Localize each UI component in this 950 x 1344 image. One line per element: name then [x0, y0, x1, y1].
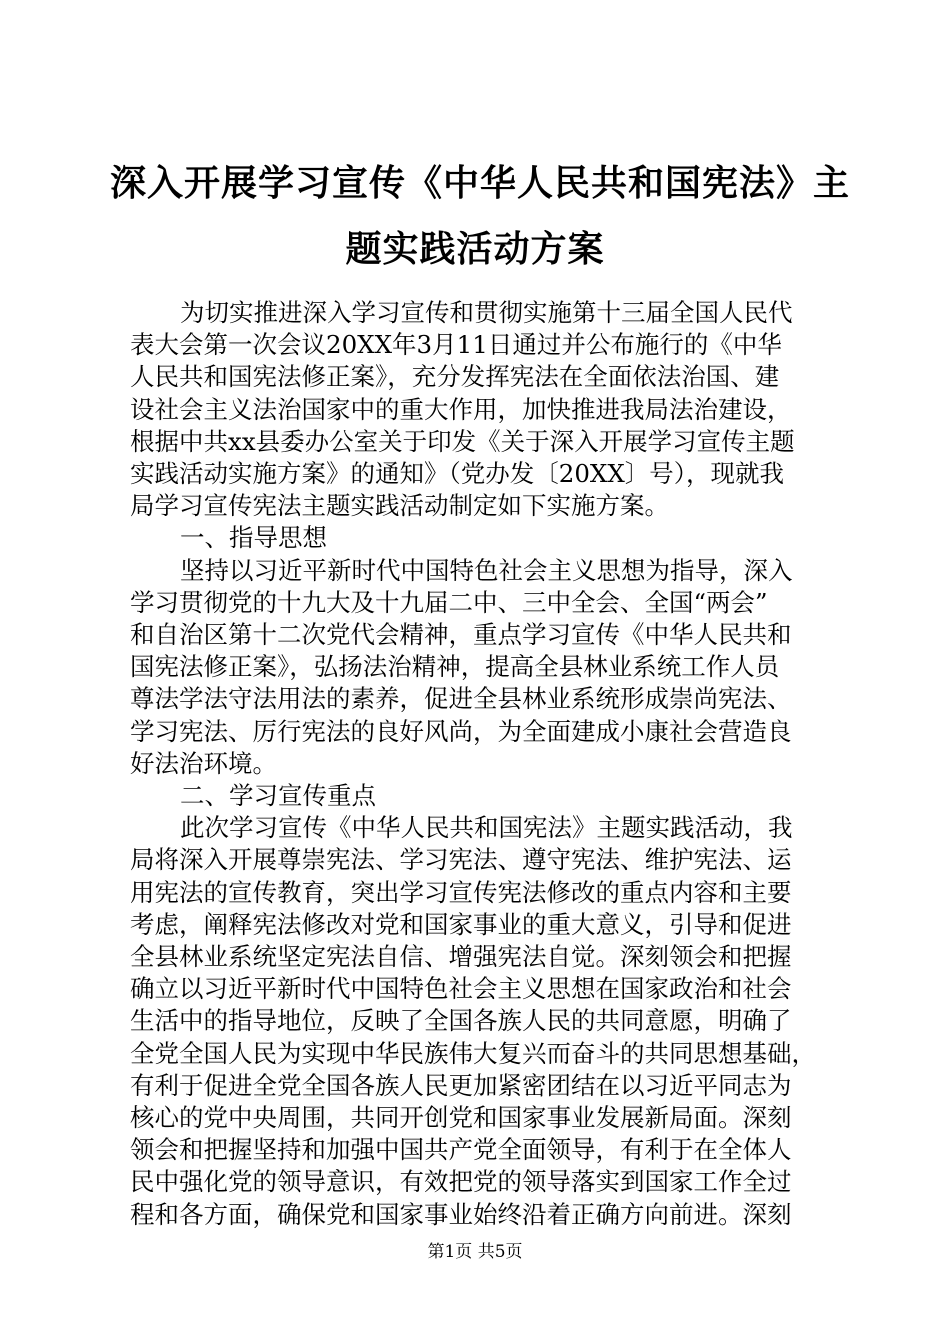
- heading-text: 一、指导思想: [180, 523, 327, 553]
- text-line: 全党全国人民为实现中华民族伟大复兴而奋斗的共同思想基础，: [130, 1038, 816, 1068]
- text-line: 为切实推进深入学习宣传和贯彻实施第十三届全国人民代: [180, 298, 793, 327]
- text-line: 尊法学法守法用法的素养，促进全县林业系统形成崇尚宪法、: [130, 684, 792, 714]
- text-line: 程和各方面，确保党和国家事业始终沿着正确方向前进。深刻: [130, 1199, 792, 1229]
- text-line: 人民共和国宪法修正案》，充分发挥宪法在全面依法治国、建: [130, 362, 780, 392]
- page-number: 第1页 共5页: [427, 1242, 523, 1262]
- text-line: 和自治区第十二次党代会精神，重点学习宣传《中华人民共和: [130, 620, 792, 650]
- paragraph-intro: [130, 297, 830, 522]
- text-line: 学习贯彻党的十九大及十九届二中、三中全会、全国“两会”: [130, 587, 768, 617]
- text-line: 核心的党中央周围，共同开创党和国家事业发展新局面。深刻: [130, 1103, 792, 1133]
- text-line: 根据中共xx县委办公室关于印发《关于深入开展学习宣传主题: [130, 426, 795, 456]
- title-line-1: 深入开展学习宣传《中华人民共和国宪法》主: [110, 162, 851, 204]
- text-line: 实践活动实施方案》的通知》（党办发〔20XX〕号），现就我: [130, 459, 785, 489]
- text-line: 设社会主义法治国家中的重大作用，加快推进我局法治建设，: [130, 394, 792, 424]
- text-line: 确立以习近平新时代中国特色社会主义思想在国家政治和社会: [130, 974, 792, 1004]
- text-line: 用宪法的宣传教育，突出学习宣传宪法修改的重点内容和主要: [130, 877, 792, 907]
- text-line: 民中强化党的领导意识，有效把党的领导落实到国家工作全过: [130, 1167, 792, 1197]
- document-body: [130, 297, 830, 1231]
- page-footer: [0, 1240, 950, 1264]
- text-line: 局学习宣传宪法主题实践活动制定如下实施方案。: [130, 491, 669, 521]
- section-heading-study-focus: [130, 780, 830, 812]
- paragraph-study-focus: [130, 812, 830, 1231]
- paragraph-guiding-ideology: [130, 555, 830, 780]
- document-title: [110, 150, 851, 282]
- text-line: 全县林业系统坚定宪法自信、增强宪法自觉。深刻领会和把握: [130, 942, 792, 972]
- text-line: 学习宪法、厉行宪法的良好风尚，为全面建成小康社会营造良: [130, 716, 792, 746]
- text-line: 坚持以习近平新时代中国特色社会主义思想为指导，深入: [180, 555, 793, 585]
- text-line: 有利于促进全党全国各族人民更加紧密团结在以习近平同志为: [130, 1070, 792, 1100]
- text-line: 领会和把握坚持和加强中国共产党全面领导，有利于在全体人: [130, 1135, 792, 1165]
- text-line: 此次学习宣传《中华人民共和国宪法》主题实践活动，我: [180, 813, 793, 843]
- text-line: 局将深入开展尊崇宪法、学习宪法、遵守宪法、维护宪法、运: [130, 845, 792, 875]
- text-line: 考虑，阐释宪法修改对党和国家事业的重大意义，引导和促进: [130, 909, 792, 939]
- text-line: 好法治环境。: [130, 748, 277, 778]
- text-line: 生活中的指导地位，反映了全国各族人民的共同意愿，明确了: [130, 1006, 792, 1036]
- section-heading-guiding-ideology: [130, 522, 830, 554]
- heading-text: 二、学习宣传重点: [180, 781, 376, 811]
- text-line: 表大会第一次会议20XX年3月11日通过并公布施行的《中华: [130, 330, 782, 360]
- text-line: 国宪法修正案》，弘扬法治精神，提高全县林业系统工作人员: [130, 652, 780, 682]
- title-line-2: 题实践活动方案: [345, 228, 605, 270]
